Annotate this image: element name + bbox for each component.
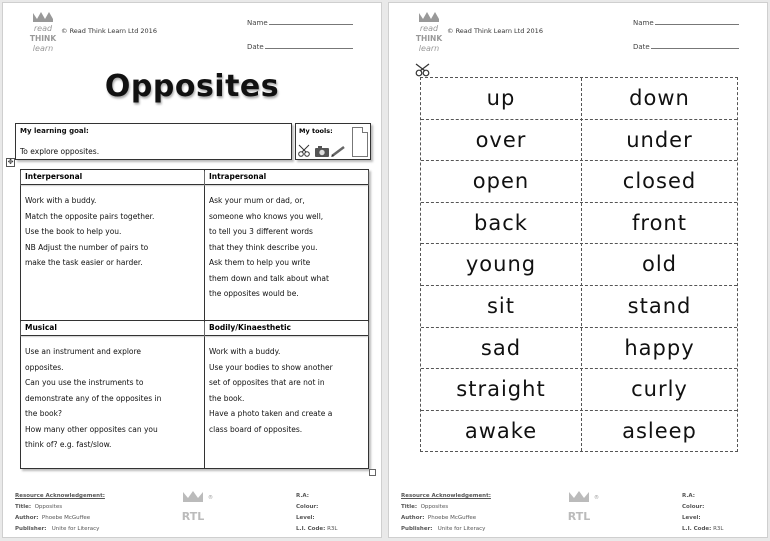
scissors-icon (415, 63, 431, 77)
opposite-word-card[interactable]: asleep (622, 418, 697, 443)
li-code-value: R3L (713, 526, 724, 532)
title-label: Title: (401, 504, 418, 510)
card-row (421, 286, 737, 328)
cell-line: How many other opposites can you (25, 424, 158, 434)
author-value: Phoebe McGuffee (427, 515, 477, 521)
logo-word-learn: learn (32, 44, 54, 53)
left-page (2, 2, 382, 538)
colour-label: Colour: (296, 504, 319, 510)
cell-line: Work with a buddy. (25, 196, 97, 205)
name-field[interactable] (633, 17, 739, 27)
rtl-text: RTL (181, 510, 205, 523)
intelligences-table (20, 169, 369, 469)
logo-word-learn: learn (418, 44, 440, 53)
date-label: Date (247, 43, 264, 51)
date-label: Date (633, 43, 650, 51)
publisher-label: Publisher: (15, 526, 47, 532)
camera-icon (315, 146, 329, 157)
logo-word-read: read (419, 24, 439, 33)
name-field[interactable] (247, 17, 353, 27)
opposite-word-card[interactable]: happy (624, 335, 695, 360)
card-row (421, 161, 737, 203)
cell-line: Use the book to help you. (25, 227, 122, 236)
cell-line: the book? (25, 409, 62, 418)
word-card[interactable]: straight (456, 377, 546, 402)
copyright-text: © Read Think Learn Ltd 2016 (61, 27, 157, 35)
word-card[interactable]: back (474, 210, 528, 235)
name-underline (655, 17, 739, 25)
cell-line: them down and talk about what (209, 273, 329, 283)
document-icon (352, 127, 368, 157)
author-value: Phoebe McGuffee (41, 515, 91, 521)
cell-line: Use an instrument and explore (25, 347, 142, 356)
table-resize-handle[interactable] (369, 469, 376, 476)
cell-line: that they think describe you. (209, 242, 318, 252)
opposite-word-card[interactable]: closed (622, 169, 697, 194)
table-move-handle[interactable]: ✥ (7, 158, 14, 166)
cell-line: class board of opposites. (209, 424, 303, 434)
publisher-value: Unite for Literacy (437, 526, 486, 532)
colour-label: Colour: (682, 504, 705, 510)
learning-goal-text: To explore opposites. (20, 147, 100, 156)
reading-info (296, 491, 337, 535)
learning-goal-label: My learning goal: (20, 127, 89, 135)
opposite-word-card[interactable]: front (632, 210, 687, 235)
cell-line: Can you use the instruments to (25, 378, 144, 387)
opposite-word-card[interactable]: curly (631, 377, 688, 402)
scissors-icon (299, 145, 310, 156)
rtl-text: RTL (567, 510, 591, 523)
copyright-text: © Read Think Learn Ltd 2016 (447, 27, 543, 35)
author-label: Author: (15, 515, 39, 521)
card-row (421, 78, 737, 120)
word-card[interactable]: awake (464, 418, 538, 443)
intrapersonal-heading: Intrapersonal (205, 170, 368, 185)
cell-line: Match the opposite pairs together. (25, 211, 155, 221)
ra-label: R.A: (296, 493, 309, 499)
title-value: Opposites (34, 504, 63, 510)
publisher-label: Publisher: (401, 526, 433, 532)
card-row (421, 244, 737, 286)
publisher-value: Unite for Literacy (51, 526, 100, 532)
bodily-kinaesthetic-cell (205, 344, 368, 437)
li-code-value: R3L (327, 526, 338, 532)
opposite-word-card[interactable]: old (641, 252, 677, 277)
svg-text:®: ® (208, 495, 213, 501)
resource-acknowledgement (401, 491, 491, 535)
word-card[interactable]: over (475, 127, 527, 152)
word-card[interactable]: sit (486, 294, 515, 318)
word-card[interactable]: up (486, 86, 516, 110)
cell-line: set of opposites that are not in (209, 378, 325, 387)
logo-word-read: read (33, 24, 53, 33)
cell-line: Ask your mum or dad, or, (209, 196, 305, 205)
page-title: Opposites (104, 69, 280, 104)
svg-text:®: ® (594, 495, 599, 501)
card-row (421, 203, 737, 245)
cell-line: the opposites would be. (209, 289, 299, 298)
cell-line: demonstrate any of the opposites in (25, 393, 162, 403)
cell-line: Work with a buddy. (209, 347, 281, 356)
bodily-kinaesthetic-heading: Bodily/Kinaesthetic (205, 321, 368, 336)
interpersonal-heading: Interpersonal (21, 170, 204, 185)
cell-line: Use your bodies to show another (209, 362, 333, 372)
opposite-word-card[interactable]: down (629, 86, 690, 110)
name-underline (269, 17, 353, 25)
opposite-word-card[interactable]: stand (627, 294, 692, 318)
read-think-learn-logo (29, 11, 57, 57)
card-row (421, 328, 737, 370)
learning-goal-box (15, 123, 292, 160)
read-think-learn-logo (415, 11, 443, 57)
title-label: Title: (15, 504, 32, 510)
date-field[interactable] (247, 41, 353, 51)
right-page (388, 2, 768, 538)
musical-heading: Musical (21, 321, 204, 336)
author-label: Author: (401, 515, 425, 521)
card-row (421, 411, 737, 453)
ack-title: Resource Acknowledgement: (15, 493, 105, 499)
word-card[interactable]: young (465, 252, 537, 277)
date-field[interactable] (633, 41, 739, 51)
logo-word-think: THINK (29, 34, 57, 43)
cell-line: opposites. (25, 362, 64, 372)
word-card[interactable]: open (472, 169, 530, 194)
reading-info (682, 491, 723, 535)
interpersonal-cell (21, 193, 204, 271)
level-label: Level: (682, 515, 701, 521)
musical-cell (21, 344, 204, 453)
date-underline (265, 41, 353, 49)
cell-line: make the task easier or harder. (25, 258, 143, 267)
intrapersonal-cell (205, 193, 368, 302)
card-row (421, 369, 737, 411)
level-label: Level: (296, 515, 315, 521)
opposite-word-cards (420, 77, 738, 452)
li-code-label: L.I. Code: (682, 526, 712, 532)
card-row (421, 120, 737, 162)
rtl-logo (565, 490, 597, 526)
word-card[interactable]: sad (480, 335, 522, 360)
pencil-icon (331, 147, 344, 157)
opposite-word-card[interactable]: under (626, 127, 693, 152)
logo-word-think: THINK (415, 34, 443, 43)
date-underline (651, 41, 739, 49)
my-tools-label: My tools: (299, 127, 333, 135)
name-label: Name (247, 19, 268, 27)
cell-line: Ask them to help you write (209, 258, 311, 267)
cell-line: NB Adjust the number of pairs to (25, 242, 149, 252)
cell-line: someone who knows you well, (209, 211, 324, 221)
cell-line: Have a photo taken and create a (209, 409, 333, 418)
tools-icons (298, 144, 350, 158)
ra-label: R.A: (682, 493, 695, 499)
cell-line: think of? e.g. fast/slow. (25, 440, 112, 449)
title-value: Opposites (420, 504, 449, 510)
rtl-logo (179, 490, 211, 526)
my-tools-box (295, 123, 371, 160)
cell-line: the book. (209, 393, 245, 403)
cell-line: to tell you 3 different words (209, 227, 313, 236)
ack-title: Resource Acknowledgement: (401, 493, 491, 499)
name-label: Name (633, 19, 654, 27)
resource-acknowledgement (15, 491, 105, 535)
li-code-label: L.I. Code: (296, 526, 326, 532)
